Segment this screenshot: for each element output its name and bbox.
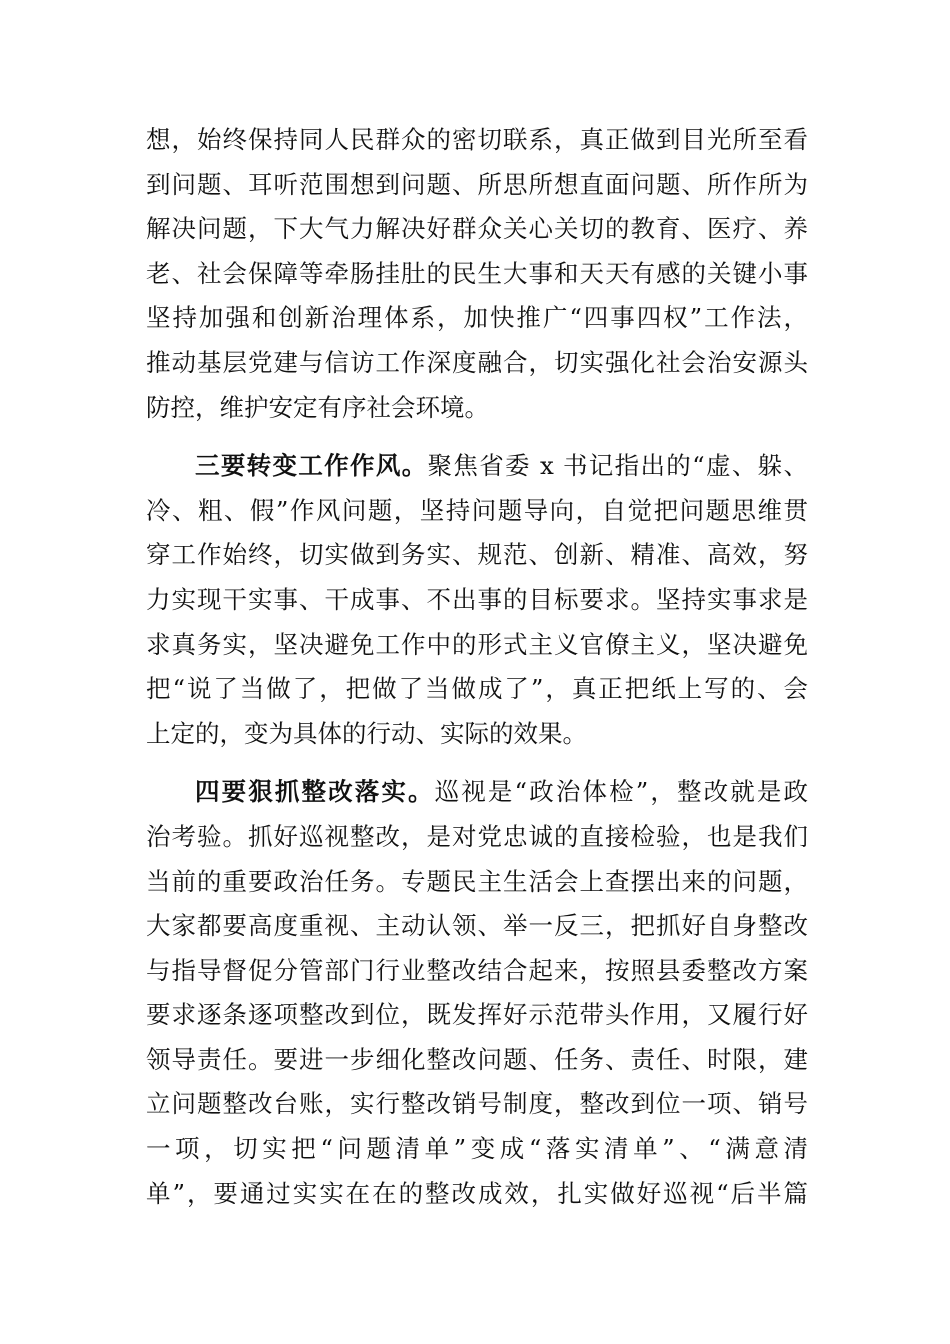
text-line: 坚持加强和创新治理体系，加快推广“四事四权”工作法， (146, 303, 808, 333)
paragraph-3 (146, 770, 808, 1216)
text-line: 上定的，变为具体的行动、实际的效果。 (146, 718, 587, 748)
text-line: 穿工作始终，切实做到务实、规范、创新、精准、高效，努 (146, 540, 808, 570)
text-line: 力实现干实事、干成事、不出事的目标要求。坚持实事求是 (146, 584, 808, 614)
text-line (146, 444, 808, 489)
text-line (146, 770, 808, 815)
text-line: 求真务实，坚决避免工作中的形式主义官僚主义，坚决避免 (146, 629, 808, 659)
text-line: 一项，切实把“问题清单”变成“落实清单”、“满意清 (146, 1134, 808, 1164)
paragraph-heading: 四要狠抓整改落实。 (195, 777, 435, 807)
text-line: 大家都要高度重视、主动认领、举一反三，把抓好自身整改 (146, 911, 808, 941)
text-line: 冷、粗、假”作风问题，坚持问题导向，自觉把问题思维贯 (146, 495, 808, 525)
text-line: 立问题整改台账，实行整改销号制度，整改到位一项、销号 (146, 1089, 808, 1119)
document-page (146, 118, 808, 1216)
text-line: 老、社会保障等牵肠挂肚的民生大事和天天有感的关键小事 (146, 258, 808, 288)
text-line: 当前的重要政治任务。专题民主生活会上查摆出来的问题， (146, 866, 808, 896)
text-line: 想，始终保持同人民群众的密切联系，真正做到目光所至看 (146, 125, 808, 154)
paragraph-heading: 三要转变工作作风。 (195, 451, 428, 481)
text-line: 治考验。抓好巡视整改，是对党忠诚的直接检验，也是我们 (146, 821, 808, 851)
text-line: 解决问题，下大气力解决好群众关心关切的教育、医疗、养 (146, 214, 808, 244)
text-line: 防控，维护安定有序社会环境。 (146, 392, 489, 422)
paragraph-1 (146, 118, 808, 430)
text-line: 推动基层党建与信访工作深度融合，切实强化社会治安源头 (146, 347, 808, 377)
text-line: 与指导督促分管部门行业整改结合起来，按照县委整改方案 (146, 955, 808, 985)
text-line: 到问题、耳听范围想到问题、所思所想直面问题、所作所为 (146, 169, 808, 199)
paragraph-2 (146, 444, 808, 756)
paragraph-text: 巡视是“政治体检”，整改就是政 (434, 777, 808, 807)
text-line: 领导责任。要进一步细化整改问题、任务、责任、时限，建 (146, 1044, 808, 1074)
text-line: 要求逐条逐项整改到位，既发挥好示范带头作用，又履行好 (146, 1000, 808, 1030)
text-line: 把“说了当做了，把做了当做成了”，真正把纸上写的、会 (146, 674, 808, 704)
paragraph-text: 聚焦省委 x 书记指出的“虚、躲、 (427, 451, 808, 481)
text-line: 单”，要通过实实在在的整改成效，扎实做好巡视“后半篇 (146, 1178, 808, 1208)
